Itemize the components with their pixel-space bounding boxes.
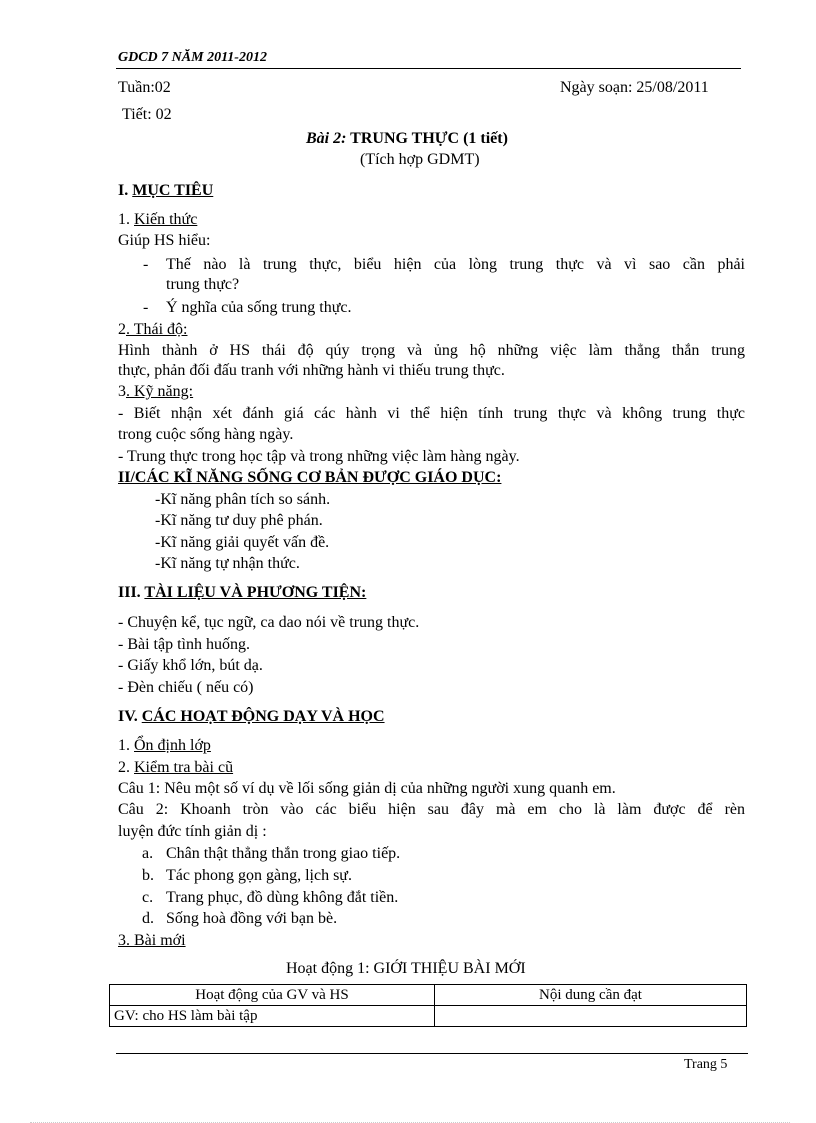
option-text: Trang phục, đồ dùng không đắt tiền. <box>166 889 399 906</box>
material-item: - Giấy khổ lớn, bút dạ. <box>118 657 263 674</box>
header-rule <box>116 68 741 69</box>
skills-title: . Kỹ năng: <box>126 383 194 400</box>
question-2-cont: luyện đức tính giản dị : <box>118 823 267 840</box>
attitude-text-1: Hình thành ở HS thái độ qúy trọng và ủng hộ những việc làm thẳng thắn trung <box>118 342 745 359</box>
section-3-number: III. <box>118 584 145 601</box>
bullet-dash: - <box>143 256 149 273</box>
skills-number: 3 <box>118 383 126 400</box>
new-lesson-heading: 3. Bài mới <box>118 932 186 949</box>
table-header-cell: Hoạt động của GV và HS <box>110 985 435 1006</box>
attitude-title: . Thái độ: <box>126 321 188 338</box>
bullet-dash: - <box>143 299 149 316</box>
question-1: Câu 1: Nêu một số ví dụ về lối sống giản dị của những người xung quanh em. <box>118 780 616 797</box>
skills-text-3: - Trung thực trong học tập và trong những việc làm hàng ngày. <box>118 448 520 465</box>
activity-table <box>109 984 747 1027</box>
skills-heading <box>118 381 193 402</box>
section-1-number: I. <box>118 182 133 199</box>
section-1-heading <box>118 180 213 201</box>
review-heading <box>118 757 233 778</box>
skills-text-1: - Biết nhận xét đánh giá các hành vi thể hiện tính trung thực và không trung thực <box>118 405 745 422</box>
table-header-row <box>110 985 747 1006</box>
attitude-heading <box>118 319 187 340</box>
class-order-number: 1. <box>118 737 134 754</box>
knowledge-item-2: Ý nghĩa của sống trung thực. <box>166 299 352 316</box>
option-text: Tác phong gọn gàng, lịch sự. <box>166 867 352 884</box>
material-item: - Bài tập tình huống. <box>118 636 250 653</box>
option-letter: d. <box>142 910 154 927</box>
section-1-title: MỤC TIÊU <box>132 182 214 199</box>
knowledge-number: 1. <box>118 211 134 228</box>
period-label: Tiết: 02 <box>122 106 172 123</box>
activity-title: Hoạt động 1: GIỚI THIỆU BÀI MỚI <box>286 960 526 977</box>
life-skill-item: -Kĩ năng giải quyết vấn đề. <box>155 534 330 551</box>
attitude-number: 2 <box>118 321 126 338</box>
table-header-cell: Nội dung cần đạt <box>435 985 747 1006</box>
knowledge-item-1: Thế nào là trung thực, biểu hiện của lòng trung thực và vì sao cần phải <box>166 256 745 273</box>
skills-text-2: trong cuộc sống hàng ngày. <box>118 426 294 443</box>
question-2: Câu 2: Khoanh tròn vào các biểu hiện sau đây mà em cho là làm được để rèn <box>118 801 745 818</box>
life-skill-item: -Kĩ năng tư duy phê phán. <box>155 512 323 529</box>
footer-rule <box>116 1053 748 1054</box>
lesson-number: Bài 2: <box>306 130 347 147</box>
table-cell: GV: cho HS làm bài tập <box>110 1006 435 1027</box>
option-text: Chân thật thẳng thắn trong giao tiếp. <box>166 845 401 862</box>
week-label: Tuần:02 <box>118 79 171 96</box>
class-order-title: Ổn định lớp <box>134 737 211 754</box>
review-title: Kiểm tra bài cũ <box>134 759 234 776</box>
section-3-heading <box>118 582 366 603</box>
option-letter: a. <box>142 845 154 862</box>
lesson-name: TRUNG THỰC (1 tiết) <box>346 130 508 147</box>
section-4-title: CÁC HOẠT ĐỘNG DẠY VÀ HỌC <box>141 708 385 725</box>
lesson-title <box>306 128 508 149</box>
knowledge-heading <box>118 209 197 230</box>
section-4-number: IV. <box>118 708 142 725</box>
section-4-heading <box>118 706 385 727</box>
class-order-heading <box>118 735 211 756</box>
table-row <box>110 1006 747 1027</box>
option-text: Sống hoà đồng với bạn bè. <box>166 910 338 927</box>
material-item: - Chuyện kể, tục ngữ, ca dao nói về trung thực. <box>118 614 420 631</box>
review-number: 2. <box>118 759 134 776</box>
knowledge-title: Kiến thức <box>134 211 198 228</box>
prep-date: Ngày soạn: 25/08/2011 <box>560 79 709 96</box>
material-item: - Đèn chiếu ( nếu có) <box>118 679 254 696</box>
life-skill-item: -Kĩ năng phân tích so sánh. <box>155 491 331 508</box>
knowledge-item-1-cont: trung thực? <box>166 276 240 293</box>
knowledge-intro: Giúp HS hiểu: <box>118 232 211 249</box>
section-2-heading: II/CÁC KĨ NĂNG SỐNG CƠ BẢN ĐƯỢC GIÁO DỤC: <box>118 469 502 486</box>
option-letter: b. <box>142 867 154 884</box>
section-3-title: TÀI LIỆU VÀ PHƯƠNG TIỆN: <box>144 584 367 601</box>
table-cell <box>435 1006 747 1027</box>
document-header: GDCD 7 NĂM 2011-2012 <box>118 50 267 65</box>
lesson-subtitle: (Tích hợp GDMT) <box>360 151 480 168</box>
page-number: Trang 5 <box>684 1057 728 1072</box>
life-skill-item: -Kĩ năng tự nhận thức. <box>155 555 300 572</box>
attitude-text-2: thực, phản đối đấu tranh với những hành vi thiếu trung thực. <box>118 362 505 379</box>
option-letter: c. <box>142 889 154 906</box>
